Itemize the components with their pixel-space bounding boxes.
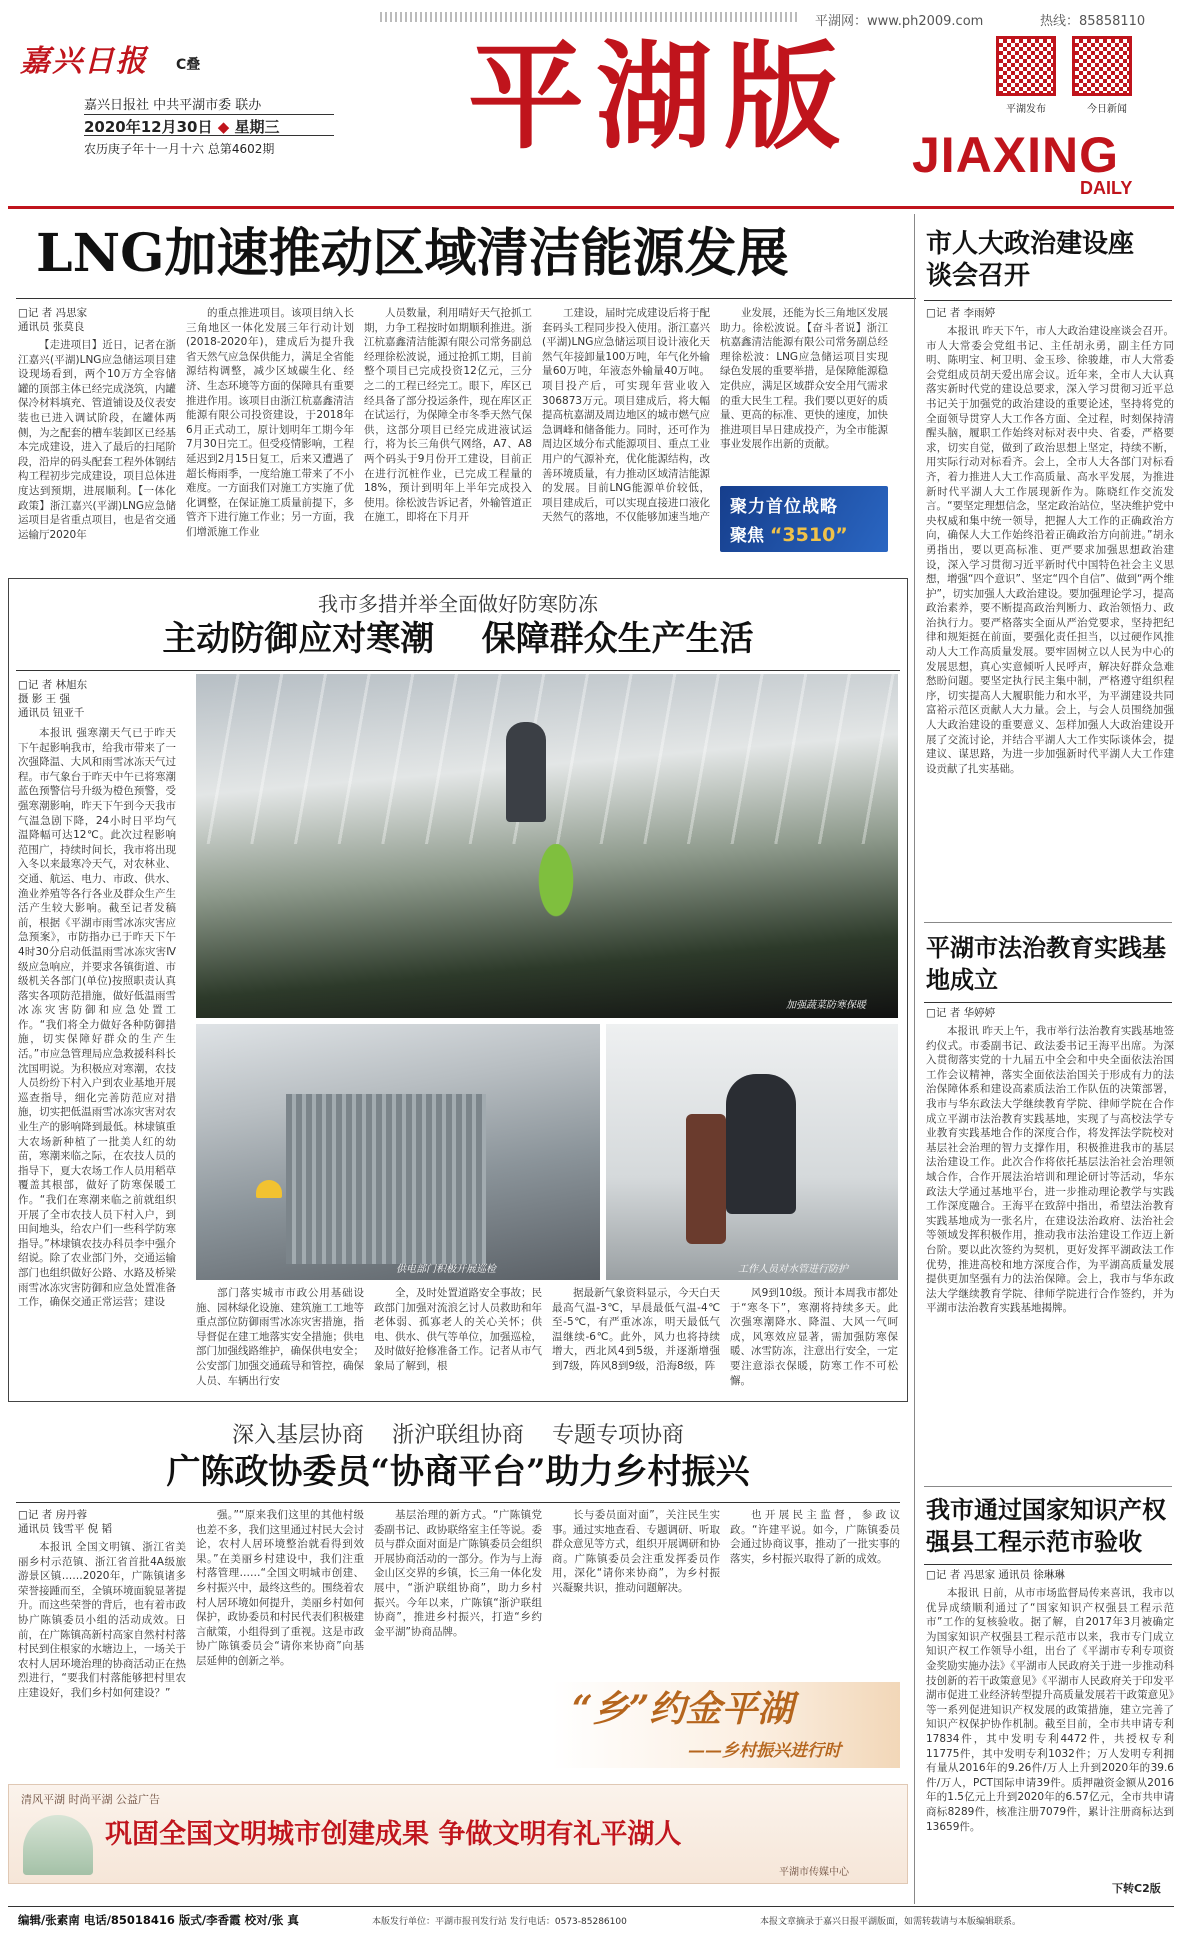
transformer-photo xyxy=(196,1024,600,1280)
lead-article-title: LNG加速推动区域清洁能源发展 xyxy=(36,223,789,284)
rural-revitalization-banner xyxy=(552,1682,900,1768)
website-link[interactable]: 平湖网：www.ph2009.com xyxy=(815,14,984,29)
lead-col4-text: 工建设，届时完成建设后将于配套码头工程同步投入使用。浙江嘉兴(平湖)LNG应急储运项目设计液化天然气年接卸量100万吨，年气化外输量60万吨，年液态外输量40万吨。项目投产后，可实现年营业收入306873万元。项目建成后，将大幅提高杭嘉湖及周边地区的城市燃气应急调峰和储备能力。同时，还可作为周边区域分布式能源项目、重点工业用户的气源补充，优化能源结构，改善环境质量，有力推动区域清洁能源的发展。目前LNG能源单价较低，项目建成后，可以实现直接进口液化天然气的落地，不仅能够加速当地产 xyxy=(542,307,710,524)
lead-article-col5 xyxy=(720,306,888,478)
lead-col1-text: 【走进项目】近日，记者在浙江嘉兴(平湖)LNG应急储运项目建设现场看到，两个10万方全容储罐的顶部主体已经完成浇筑，内罐保冷材料填充、管道铺设及仪表安装也已进入调试阶段，在罐体两侧，为之配套的槽车装卸区已经基本完成建设，进入了最后的扫尾阶段，沿岸的码头配套工程外体钢结构工程初步完成建设，项目总体进度达到预期，进展顺利。【一体化政策】浙江嘉兴(平湖)LNG应急储运项目是省重点项目，也是省交通运输厅2020年 xyxy=(18,339,176,541)
cold-article-text: 本报讯 强寒潮天气已于昨天下午起影响我市，给我市带来了一次强降温、大风和雨雪冰冻天气过程。市气象台于昨天中午已将寒潮蓝色预警信号升级为橙色预警，受强寒潮影响，昨天下午到今天我市气温急剧下降，24小时日平均气温降幅可达12℃。此次过程影响范围广，持续时间长，我市将出现入冬以来最寒冷天气，对农林业、交通、航运、电力、市政、供水、渔业养殖等各行各业及群众生产生活产生较大影响。截至记者发稿前，根据《平湖市雨雪冰冻灾害应急预案》，市防指办已于昨天下午4时30分启动低温雨雪冰冻灾害Ⅳ级应急响应，并要求各镇街道、市级机关各部门(单位)按照职责认真落实各项防范措施，做好低温雨雪冰冻灾害防御和应急处置工作。“我们将全力做好各种防御措施，切实保障好群众的生产生活。”市应急管理局应急救援科科长沈国明说。为积极应对寒潮，农技人员纷纷下村入户到农业基地开展巡查指导，细化完善防范应对措施，切实把低温雨雪冰冻灾害对农业生产的影响降到最低。林埭镇重大农场新种植了一批美人红的幼苗，寒潮来临之际，在农技人员的指导下，夏大农场工作人员用稻草覆盖其根部，做好了防寒保暖工作。“我们在寒潮来临之前就组织开展了全市农技人员下村入户，到田间地头，给农户们一些科学防寒指导。”林埭镇农技办科员李中强介绍说。除了农业部门外，交通运输部门也组织做好公路、水路及桥梁雨雪冰冻灾害防御和应急处置准备工作，确保交通正常运营；建设 xyxy=(18,727,176,1309)
qr-code-1-label: 平湖发布 xyxy=(1006,104,1046,115)
banner-subtitle: ——乡村振兴进行时 xyxy=(688,1741,841,1761)
cold-article-kicker: 我市多措并举全面做好防寒防冻 xyxy=(318,592,598,616)
pipe-photo-caption: 工作人员对水管进行防护 xyxy=(738,1264,848,1275)
footer-editors: 编辑/张素南 电话/85018416 版式/李香霞 校对/张 真 xyxy=(18,1913,299,1927)
ad-sponsor: 平湖市传媒中心 xyxy=(779,1867,849,1878)
farmer-figure xyxy=(506,722,546,822)
right-article1-reporter: □记 者 李雨婷 xyxy=(926,307,996,319)
edition-title: 平湖版 xyxy=(468,29,852,165)
footer-rule xyxy=(8,1906,1174,1907)
right-article2-end-rule xyxy=(924,1486,1172,1487)
cold-byline-3: 通讯员 钮亚千 xyxy=(18,707,85,719)
greenhouse-photo xyxy=(196,674,898,1018)
wrapped-pipe xyxy=(686,1114,726,1244)
cold-article-body xyxy=(18,726,176,1394)
cppcc-col3-text: 基层治理的新方式。“广陈镇党委副书记、政协联络室主任等说。委员与群众面对面是广陈镇委员会组织开展协商活动的一部分。作为与上海金山区交界的乡镇，长三角一体化发展中，“浙沪联组协商”，助力乡村振兴。今年以来，广陈镇“浙沪联组协商”，推进乡村振兴，打造“乡约金平湖”协商品牌。 xyxy=(374,1509,542,1638)
cppcc-byline-1: □记 者 房丹蓉 xyxy=(18,1509,88,1521)
diamond-icon: ◆ xyxy=(217,118,230,136)
lead-article-col2 xyxy=(186,306,354,560)
hotline: 热线：85858110 xyxy=(1040,14,1146,29)
right-article3-rule xyxy=(924,1564,1172,1565)
cold-article-col-b4 xyxy=(730,1286,898,1396)
cold-b2-text: 全，及时处置道路安全事故；民政部门加强对流浪乞讨人员救助和年老体弱、孤寡老人的关心关怀；供电、供水、供气等单位，加强巡检，及时做好抢修准备工作。记者从市气象局了解到，根 xyxy=(374,1287,542,1372)
cold-b4-text: 风9到10级。预计本周我市都处于“寒冬下”，寒潮将持续多天。此次强寒潮降水、降温、大风一气呵成，风寒效应显著，需加强防寒保暖、冰雪防冻，注意出行安全，一定要注意添衣保暖，防寒工作不可松懈。 xyxy=(730,1287,898,1387)
cppcc-col5 xyxy=(730,1508,900,1676)
cppcc-col3 xyxy=(374,1508,542,1768)
worker-helmet xyxy=(256,1180,282,1198)
right-article1-text: 本报讯 昨天下午，市人大政治建设座谈会召开。市人大常委会党组书记、主任胡永勇，副主任方同明、陈明宝、柯卫明、金玉珍、徐骏雄，市人大常委会党组成员胡天爱出席会议。近年来，全市人大认真落实新时代党的建设总要求，深入学习贯彻习近平总书记关于加强党的政治建设的重要论述，坚持将党的全面领导贯穿人大工作各方面、全过程，时刻保持清醒头脑，履职工作始终对标对表中央、省委，严格要求，切实自觉，做到了政治思想上坚定，持续不断，用实际行动对标看齐。会上，全市人大各部门对标看齐，着力推进人大工作高质量、高水平发展，为推进新时代平湖人大工作展现新作为。陈晓红作交流发言。“要坚定理想信念，坚定政治站位，坚决维护党中央权威和集中统一领导，把握人大工作的正确政治方向，确保人大工作始终沿着正确政治方向前进。”胡永勇指出，要以更高标准、更严要求加强思想政治建设，深入学习贯彻习近平新时代中国特色社会主义思想，增强“四个意识”、坚定“四个自信”、做到“两个维护”，切实加强人大政治建设。要加强理论学习，提高政治素养，要不断提高政治判断力、政治领悟力、政治执行力。要严格落实全面从严治党要求，坚持把纪律和规矩挺在前面，要强化责任担当，以过硬作风推动人大工作高质量发展。要牢固树立以人民为中心的发展思想，真心实意倾听人民呼声，解决好群众急难愁盼问题。要坚定执行民主集中制，严格遵守组织程序，切实提高人大履职能力和水平，为平湖建设共同富裕示范区贡献人大力量。会上，与会人员围绕加强人大政治建设的重要意义、怎样加强人大政治建设开展了交流讨论，并结合平湖人大工作实际谈体会，提建议、谋思路，为进一步加强新时代平湖人大工作建设贡献了扎实基础。 xyxy=(926,325,1174,775)
date-block xyxy=(84,114,334,136)
cold-article-title: 主动防御应对寒潮 保障群众生产生活 xyxy=(162,619,754,659)
worker-figure xyxy=(726,1074,796,1214)
right-column-divider xyxy=(914,214,915,1904)
lead-article-col3 xyxy=(364,306,532,560)
cold-article-col-b3 xyxy=(552,1286,720,1396)
continued-note: 下转C2版 xyxy=(1112,1882,1161,1895)
right-article2-body xyxy=(926,1024,1174,1480)
cold-byline-2: 摄 影 王 强 xyxy=(18,693,71,705)
right-article1-end-rule xyxy=(924,922,1172,923)
newspaper-logo: 嘉兴日报 xyxy=(20,44,148,79)
publishers: 嘉兴日报社 中共平湖市委 联办 xyxy=(84,98,262,113)
cppcc-col4 xyxy=(552,1508,720,1676)
greenhouse-arches xyxy=(196,674,898,844)
cppcc-article-title: 广陈政协委员“协商平台”助力乡村振兴 xyxy=(166,1452,750,1492)
lead-article-col4 xyxy=(542,306,710,560)
lead-article-col1 xyxy=(18,338,176,560)
cppcc-col4-text: 长与委员面对面”，关注民生实事。通过实地查看、专题调研、听取群众意见等方式，组织开展调研和协商。广陈镇委员会注重发挥委员作用，深化“请你来协商”，为乡村振兴凝聚共识，推动问题解决。 xyxy=(552,1509,720,1594)
weekday: 星期三 xyxy=(234,118,280,136)
right-article3-byline: □记 者 冯思家 通讯员 徐琳琳 xyxy=(926,1569,1065,1581)
brand-en-sub: DAILY xyxy=(1080,178,1133,198)
cppcc-title-rule xyxy=(16,1502,900,1503)
lead-correspondent: 通讯员 张莫良 xyxy=(18,321,85,333)
right-article2-text: 本报讯 昨天上午，我市举行法治教育实践基地签约仪式。市委副书记、政法委书记王海平出席。为深入贯彻落实党的十九届五中全会和中央全面依法治国工作会议精神，落实全面依法治国关于形成有力的法治保障体系和建设高素质法治工作队伍的决策部署，我市与华东政法大学继续教育学院、律师学院在合作成立平湖市法治教育实践基地，实现了与高校法学专业教育实践基地合作的深度合作，将发挥法学院校对基层社会治理的智力支撑作用，积极推进我市的基层法治建设工作。此次合作将依托基层法治社会治理领域合作，合作开展法治培训和理论研讨等活动，华东政法大学通过基地平台，进一步推动理论教学与实践工作深度融合。王海平在致辞中指出，希望法治教育实践基地成为一张名片，在建设法治政府、法治社会等领域发挥积极作用，推动我市法治建设工作迈上新台阶。要以此次签约为契机，更好发挥平湖政法工作优势，推进高校和地方深度合作，为平湖高质量发展提供更加坚强有力的法治保障。会上，我市与华东政法大学继续教育学院、律师学院进行合作签约，并为平湖市法治教育实践基地揭牌。 xyxy=(926,1025,1174,1315)
right-article2-title: 平湖市法治教育实践基地成立 xyxy=(926,933,1166,994)
pipe-photo xyxy=(606,1024,898,1280)
right-article1-title: 市人大政治建设座谈会召开 xyxy=(926,229,1135,291)
greenhouse-photo-caption: 加强蔬菜防寒保暖 xyxy=(786,1000,866,1011)
cppcc-byline-2: 通讯员 钱雪平 倪 韬 xyxy=(18,1523,113,1535)
ad-pavilion xyxy=(23,1815,93,1875)
cppcc-col1-text: 本报讯 全国文明镇、浙江省美丽乡村示范镇、浙江省首批4A级旅游景区镇……2020年，广陈镇诸多荣誉接踵而至，全镇环境面貌显著提升。而这些荣誉的背后，也有着市政协广陈镇委员小组的活动成效。日前，在广陈镇高新村高家自然村村落村民到住根家的水塘边上，一场关于农村人居环境治理的协商活动正在热烈进行，“要我们村落能够把村里农庄建设好，我们乡村如何建设？” xyxy=(18,1541,186,1699)
qr-code-1[interactable] xyxy=(996,36,1056,96)
seedling-plant xyxy=(516,844,596,964)
cold-article-col-b1 xyxy=(196,1286,364,1396)
qr-code-2-label: 今日新闻 xyxy=(1087,104,1127,115)
qr-code-2[interactable] xyxy=(1072,36,1132,96)
banner-title: “乡”约金平湖 xyxy=(572,1688,794,1730)
page-code: C叠 xyxy=(176,57,201,73)
lead-col5-text: 业发展，还能为长三角地区发展助力。徐松波说。【奋斗者说】浙江杭嘉鑫清洁能源有限公司常务副总经理徐松波：LNG应急储运项目实现绿色发展的重要举措，是保障能源稳定供应，满足区域群众安全用气需求的重大民生工程。我们要以更好的质量、更高的标准、更快的速度，加快推进项目早日建成投产，为全市能源事业发展作出新的贡献。 xyxy=(720,307,888,451)
ad-slogan: 巩固全国文明城市创建成果 争做文明有礼平湖人 xyxy=(105,1819,682,1850)
lead-reporter: □记 者 冯思家 xyxy=(18,307,88,319)
lunar-date: 农历庚子年十一月十六 总第4602期 xyxy=(84,142,275,156)
ad-tag: 清风平湖 时尚平湖 公益广告 xyxy=(21,1793,160,1806)
right-article3-body xyxy=(926,1586,1174,1878)
top-bar-lines xyxy=(380,12,800,22)
badge-line2 xyxy=(730,521,878,546)
cold-b1-text: 部门落实城市市政公用基础设施、园林绿化设施、建筑施工工地等重点部位防御雨雪冰冻灾害措施，指导督促在建工地落实安全措施；供电部门加强线路维护，确保供电安全；公安部门加强交通疏导和管控，确保人员、车辆出行安 xyxy=(196,1287,364,1387)
right-article1-rule xyxy=(924,300,1172,301)
cppcc-article-kicker: 深入基层协商 浙沪联组协商 专题专项协商 xyxy=(232,1423,684,1448)
right-article2-rule xyxy=(924,1002,1172,1003)
cppcc-col1 xyxy=(18,1540,186,1768)
badge-line2-text: 聚焦 xyxy=(730,526,764,546)
brand-en: JIAXING xyxy=(912,127,1120,183)
cold-b3-text: 据最新气象资料显示，今天白天最高气温-3℃，早晨最低气温-4℃至-5℃，有严重冰冻，明天最低气温继续-6℃。此外，风力也将持续增大，西北风4到5级，并逐渐增强到7级，阵风8到9级，沿海8级，阵 xyxy=(552,1287,720,1372)
transformer-photo-caption: 供电部门积极开展巡检 xyxy=(396,1264,496,1275)
right-article1-body xyxy=(926,324,1174,916)
strategy-badge xyxy=(720,486,888,552)
transformer-unit xyxy=(286,1094,486,1264)
cold-byline-1: □记 者 林旭东 xyxy=(18,679,88,691)
masthead xyxy=(0,29,1182,206)
lead-col3-text: 人员数量，利用晴好天气抢抓工期，力争工程按时如期顺利推进。浙江杭嘉鑫清洁能源有限公司常务副总经理徐松波说，通过抢抓工期，目前整个项目已完成投资12亿元，三分之二的工程已经完工。眼下，库区已经具备了部分投运条件，现在库区正在试运行，为保障全市冬季天然气保供，这部分项目已经完成进液试运行，将为长三角供气网络，A7、A8两个码头于9月份开工建设，目前正在进行沉桩作业，已完成工程量的18%，预计到明年上半年完成投入使用。徐松波告诉记者，外输管道正在施工，即将在下月开 xyxy=(364,307,532,524)
cppcc-col2 xyxy=(196,1508,364,1768)
cppcc-col2-text: 强。”“原来我们这里的其他村级也差不多，我们这里通过村民大会讨论，农村人居环境整治就看得到效果。”在美丽乡村建设中，我们注重村落管理……“全国文明城市创建、乡村振兴中，最终这些的。围绕着农村人居环境如何提升，美丽乡村如何保护，政协委员和村民代表们积极建言献策，小组得到了重视。这是市政协广陈镇委员会“请你来协商”向基层延伸的创新之举。 xyxy=(196,1509,364,1667)
right-article3-title: 我市通过国家知识产权强县工程示范市验收 xyxy=(926,1495,1166,1556)
cppcc-col5-text: 也开展民主监督，参政议政。“许建平说。如今，广陈镇委员会通过协商议事，推动了一批实事的落实，乡村振兴取得了新的成效。 xyxy=(730,1509,900,1565)
badge-number: “3510” xyxy=(769,524,848,546)
footer-note-1: 本版发行单位：平湖市报刊发行站 发行电话：0573-85286100 xyxy=(372,1917,627,1927)
civility-ad-banner xyxy=(8,1784,908,1884)
masthead-rule xyxy=(8,206,1174,209)
cold-title-rule xyxy=(16,670,900,671)
right-article3-text: 本报讯 日前，从市市场监督局传来喜讯，我市以优异成绩顺利通过了“国家知识产权强县工程示范市”工作的复核验收。据了解，自2017年3月被确定为国家知识产权强县工程示范市以来，我市专门成立知识产权工作领导小组，出台了《平湖市专利专项资金奖励实施办法》《平湖市人民政府关于进一步推动科技创新的若干政策意见》《平湖市人民政府关于印发平湖市促进工业经济转型提升高质量发展若干政策意见》等一系列促进知识产权发展的政策措施，建立完善了知识产权保护协作机制。截至目前，全市共申请专利17834件，其中发明专利4472件，共授权专利11775件，其中发明专利1032件；万人发明专利拥有量从2016年的9.26件/万人上升到2020年的39.6件/万人，PCT国际申请39件。质押融资金额从2016年的1.5亿元上升到2020年的6.57亿元，全市共申请商标8289件，核准注册7079件，累计注册商标达到13659件。 xyxy=(926,1587,1174,1833)
footer-note-2: 本报文章摘录于嘉兴日报平湖版面，如需转载请与本版编辑联系。 xyxy=(760,1917,1022,1927)
cold-article-col-b2 xyxy=(374,1286,542,1396)
lead-title-rule xyxy=(16,298,916,299)
lead-col2-text: 的重点推进项目。该项目纳入长三角地区一体化发展三年行动计划(2018-2020年)，建成后为提升我省天然气应急保供能力，满足全省能源结构调整，减少区域碳生化、经济、生态环境等方面的保障具有重要推进作用。该项目由浙江杭嘉鑫清洁能源有限公司投资建设，于2018年6月正式动工，原计划明年工期今年7月30日完工。但受疫情影响，工程延迟到2月15日复工，后来又遭遇了超长梅雨季，一度给施工带来了不小难度。一方面我们对施工方实施了优化调整，在保证施工质量前提下，多管齐下进行施工作业；另一方面，我们增派施工作业 xyxy=(186,307,354,538)
right-article2-reporter: □记 者 华婷婷 xyxy=(926,1007,996,1019)
issue-date: 2020年12月30日 xyxy=(84,118,213,136)
badge-line1: 聚力首位战略 xyxy=(730,497,838,517)
